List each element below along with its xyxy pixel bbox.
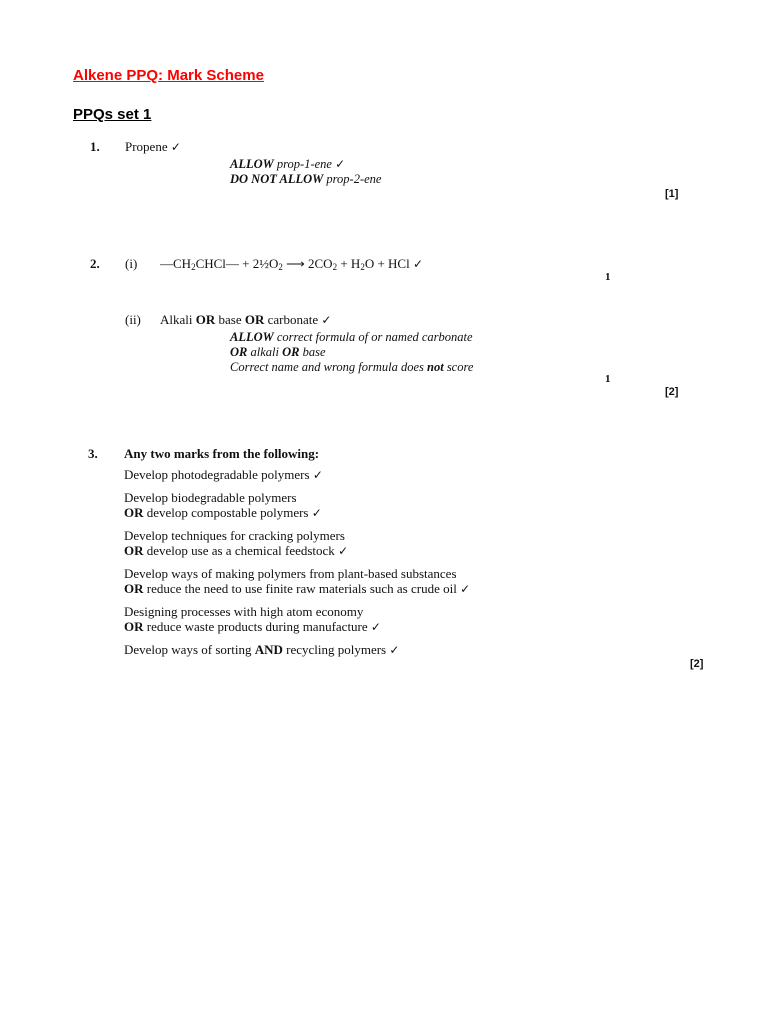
eq-part: + H — [337, 256, 361, 271]
point-text: reduce the need to use finite raw materials such as crude oil — [146, 581, 457, 596]
answer-text: carbonate — [267, 312, 319, 327]
or-keyword: OR — [124, 619, 144, 634]
eq-subscript: 2 — [332, 262, 338, 272]
point-text: Develop ways of sorting — [124, 642, 252, 657]
q3-point-2-or — [124, 505, 322, 521]
q3-point-1 — [124, 467, 323, 483]
check-icon: ✓ — [311, 506, 322, 520]
or-keyword: OR — [244, 312, 265, 327]
and-keyword: AND — [254, 642, 283, 657]
q2-i-mark-indicator: 1 — [605, 271, 611, 283]
not-keyword: not — [427, 360, 444, 374]
eq-part: CHCl— + 2½O — [195, 256, 279, 271]
eq-part: —CH — [160, 256, 192, 271]
eq-part: O + HCl — [364, 256, 410, 271]
point-text: recycling polymers — [286, 642, 387, 657]
check-icon: ✓ — [170, 140, 181, 154]
q1-not-allow-note — [230, 172, 381, 187]
q3-point-3-or — [124, 543, 348, 559]
q2-marks: [2] — [665, 386, 679, 398]
or-keyword: OR — [124, 505, 144, 520]
eq-subscript: 2 — [278, 262, 283, 272]
or-keyword: OR — [230, 345, 248, 359]
q2-part-ii-label: (ii) — [125, 312, 141, 327]
or-keyword: OR — [282, 345, 300, 359]
q3-point-3: Develop techniques for cracking polymers — [124, 528, 345, 543]
eq-arrow: ⟶ 2CO — [282, 256, 333, 271]
q1-allow-note — [230, 157, 345, 172]
question-2-number: 2. — [90, 256, 100, 271]
q3-point-6 — [124, 642, 399, 658]
q2-ii-answer — [160, 312, 331, 328]
note-text: score — [446, 360, 474, 374]
allow-text: correct formula of or named carbonate — [276, 330, 473, 344]
q2-ii-mark-indicator: 1 — [605, 373, 611, 385]
allow-label: ALLOW — [230, 330, 274, 344]
point-text: develop use as a chemical feedstock — [146, 543, 335, 558]
check-icon: ✓ — [389, 643, 400, 657]
note-text: Correct name and wrong formula does — [230, 360, 424, 374]
question-1-number: 1. — [90, 139, 100, 154]
q1-allow-text: prop-1-ene — [276, 157, 332, 171]
check-icon: ✓ — [460, 582, 471, 596]
question-3-number: 3. — [88, 446, 98, 461]
q2-ii-or-note — [230, 345, 326, 360]
q3-point-2: Develop biodegradable polymers — [124, 490, 297, 505]
point-text: Develop photodegradable polymers — [124, 467, 310, 482]
q1-answer-line — [125, 139, 181, 155]
q1-answer: Propene — [125, 139, 168, 154]
or-keyword: OR — [124, 581, 144, 596]
point-text: develop compostable polymers — [146, 505, 309, 520]
check-icon: ✓ — [312, 468, 323, 482]
eq-subscript: 2 — [191, 262, 196, 272]
eq-subscript: 2 — [360, 262, 365, 272]
alt-text: base — [302, 345, 326, 359]
or-keyword: OR — [124, 543, 144, 558]
q3-point-4: Develop ways of making polymers from plant-based substances — [124, 566, 457, 581]
check-icon: ✓ — [338, 544, 349, 558]
q1-allow-label: ALLOW — [230, 157, 274, 171]
point-text: reduce waste products during manufacture — [146, 619, 368, 634]
alt-text: alkali — [250, 345, 279, 359]
q3-point-5: Designing processes with high atom economy — [124, 604, 364, 619]
check-icon: ✓ — [335, 157, 346, 171]
answer-text: base — [218, 312, 242, 327]
check-icon: ✓ — [370, 620, 381, 634]
q3-point-4-or — [124, 581, 470, 597]
answer-text: Alkali — [160, 312, 193, 327]
q2-part-i-label: (i) — [125, 256, 138, 271]
q1-not-allow-text: prop-2-ene — [326, 172, 382, 186]
check-icon: ✓ — [321, 313, 332, 327]
q1-not-allow-label: DO NOT ALLOW — [230, 172, 324, 186]
q3-heading: Any two marks from the following: — [124, 446, 320, 461]
q2-ii-allow-note — [230, 330, 473, 345]
q3-marks: [2] — [690, 658, 704, 670]
document-title: Alkene PPQ: Mark Scheme — [73, 67, 264, 84]
or-keyword: OR — [195, 312, 216, 327]
check-icon: ✓ — [412, 257, 424, 271]
q1-marks: [1] — [665, 188, 679, 200]
q2-equation — [160, 256, 423, 272]
set-title: PPQs set 1 — [73, 106, 152, 123]
q3-point-5-or — [124, 619, 381, 635]
q2-ii-wrong-formula-note — [230, 360, 473, 375]
